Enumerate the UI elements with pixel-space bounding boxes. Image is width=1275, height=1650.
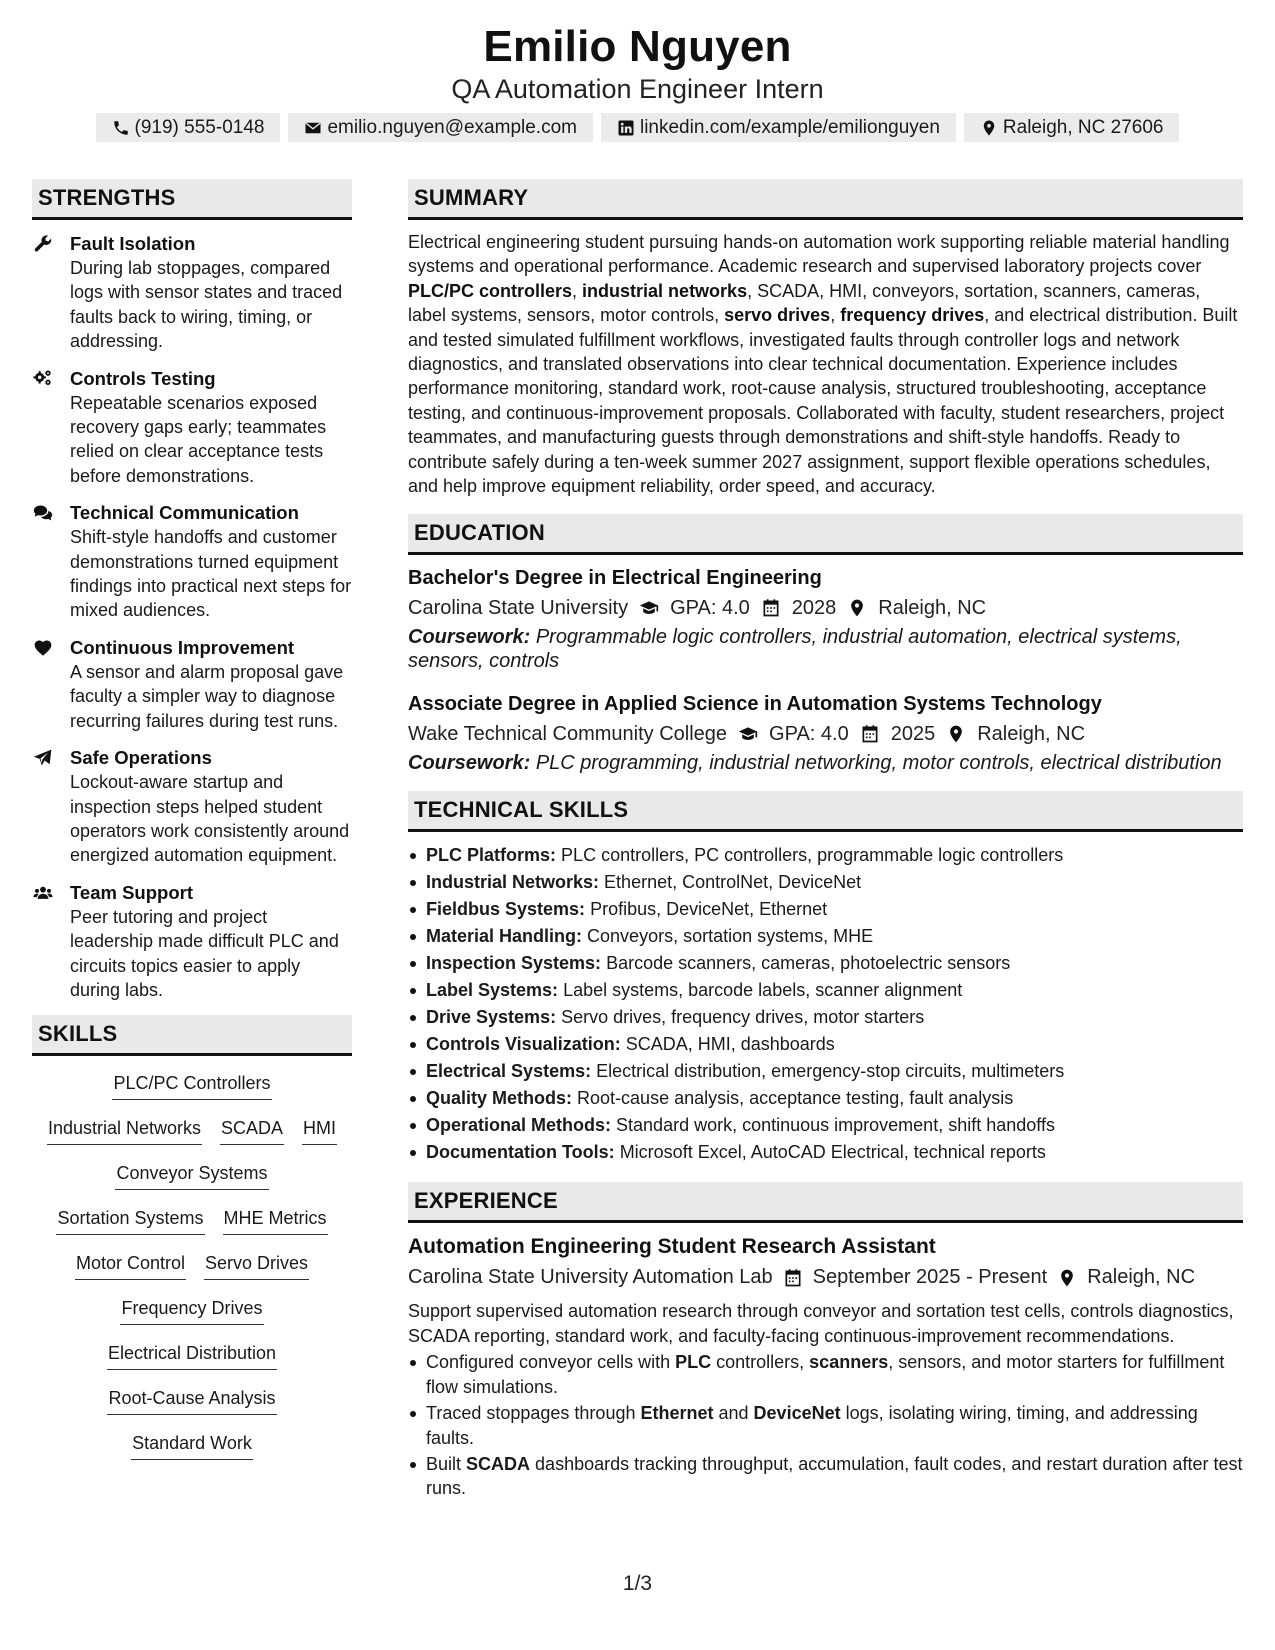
strength-title: Controls Testing [70, 367, 216, 389]
degree-gpa: GPA: 4.0 [769, 723, 849, 746]
degree-entry [408, 565, 1243, 673]
strength-desc: During lab stoppages, compared logs with sensor states and traced faults back to wiring, timing, or addressing. [70, 258, 343, 352]
strength-desc: Shift-style handoffs and customer demonstrations turned equipment findings into practical next steps for mixed audiences. [70, 527, 352, 621]
contact-phone[interactable] [96, 113, 281, 142]
list-item: Built SCADA dashboards tracking throughput, accumulation, fault codes, and restart duration after test runs. [408, 1452, 1243, 1501]
job-title: Automation Engineering Student Research Assistant [408, 1235, 936, 1259]
calendar-icon [783, 1268, 803, 1288]
list-item: Traced stoppages through Ethernet and DeviceNet logs, isolating wiring, timing, and addressing faults. [408, 1401, 1243, 1450]
map-pin-icon [945, 724, 967, 744]
list-item: Inspection Systems: Barcode scanners, cameras, photoelectric sensors [408, 950, 1243, 977]
map-pin-icon [980, 119, 998, 137]
strength-desc: Repeatable scenarios exposed recovery gaps early; teammates relied on clear acceptance tests before demonstrations. [70, 392, 327, 486]
job-location: Raleigh, NC [1087, 1266, 1196, 1289]
map-pin-icon [1057, 1268, 1077, 1288]
technical-skills-heading: TECHNICAL SKILLS [408, 791, 1243, 832]
degree-title: Bachelor's Degree in Electrical Engineering [408, 567, 822, 590]
education-heading: EDUCATION [408, 514, 1243, 555]
candidate-title: QA Automation Engineer Intern [451, 74, 824, 104]
strength-title: Fault Isolation [70, 233, 196, 254]
strength-title: Technical Communication [70, 502, 299, 524]
strength-item [32, 636, 352, 733]
list-item: Material Handling: Conveyors, sortation systems, MHE [408, 923, 1243, 950]
strength-item [32, 746, 352, 868]
strength-item [32, 881, 352, 1003]
strength-desc: A sensor and alarm proposal gave faculty a simpler way to diagnose recurring failures during test runs. [70, 661, 344, 731]
skills-heading: SKILLS [32, 1015, 352, 1056]
contact-linkedin[interactable] [601, 113, 956, 142]
list-item: Label Systems: Label systems, barcode labels, scanner alignment [408, 977, 1243, 1004]
graduation-cap-icon [737, 724, 759, 744]
skill-tag: PLC/PC Controllers [112, 1070, 271, 1100]
job-meta [408, 1264, 1243, 1291]
degree-school: Wake Technical Community College [408, 723, 728, 746]
calendar-icon [859, 724, 881, 744]
skill-tag: Motor Control [75, 1250, 186, 1280]
strength-item [32, 367, 352, 489]
strength-title: Team Support [70, 881, 193, 903]
education-section [408, 514, 1243, 775]
skill-tag: HMI [302, 1115, 337, 1145]
skill-tag: SCADA [220, 1115, 284, 1145]
degree-year: 2028 [791, 597, 837, 620]
strength-item [32, 232, 352, 354]
degree-school: Carolina State University [408, 597, 629, 620]
phone-icon [112, 119, 130, 137]
gears-icon [32, 369, 54, 389]
list-item: Industrial Networks: Ethernet, ControlNet, DeviceNet [408, 869, 1243, 896]
degree-meta [408, 721, 1243, 747]
envelope-icon [304, 119, 322, 137]
skill-tag: Industrial Networks [47, 1115, 202, 1145]
left-column [32, 179, 352, 1475]
list-item: Configured conveyor cells with PLC controllers, scanners, sensors, and motor starters for fulfillment flow simulations. [408, 1350, 1243, 1399]
list-item: Documentation Tools: Microsoft Excel, AutoCAD Electrical, technical reports [408, 1139, 1243, 1166]
wrench-icon [32, 234, 54, 254]
strength-title: Safe Operations [70, 747, 212, 769]
page-number: 1/3 [622, 1572, 653, 1595]
degree-title: Associate Degree in Applied Science in Automation Systems Technology [408, 693, 1102, 716]
comments-icon [32, 503, 54, 523]
list-item: Quality Methods: Root-cause analysis, acceptance testing, fault analysis [408, 1085, 1243, 1112]
strength-item [32, 501, 352, 623]
summary-text: Electrical engineering student pursuing hands-on automation work supporting reliable material handling systems and operational performance. Academic research and supervised laboratory projects cover PLC/PC controllers, industrial networks, SCADA, HMI, conveyors, sortation, scanners, cameras, label systems, sensors, motor controls, servo drives, frequency drives, and electrical distribution. Built and tested simulated fulfillment workflows, investigated faults through controller logs and network diagnostics, and translated observations into clear technical documentation. Experience includes performance monitoring, standard work, root-cause analysis, structured troubleshooting, acceptance testing, and continuous-improvement proposals. Collaborated with faculty, student researchers, project teammates, and manufacturing guests through demonstrations and shift-style handoffs. Ready to contribute safely during a ten-week summer 2027 assignment, support flexible operations schedules, and help improve equipment reliability, order speed, and accuracy. [408, 232, 1238, 497]
summary-heading: SUMMARY [408, 179, 1243, 220]
technical-skills-list [408, 842, 1243, 1166]
technical-skills-section [408, 791, 1243, 1166]
candidate-name: Emilio Nguyen [483, 22, 792, 71]
contact-email[interactable] [288, 113, 593, 142]
calendar-icon [760, 598, 782, 618]
degree-coursework: Coursework: PLC programming, industrial networking, motor controls, electrical distribution [408, 752, 1222, 775]
strength-title: Continuous Improvement [70, 636, 295, 658]
linkedin-icon [617, 119, 635, 137]
list-item: Controls Visualization: SCADA, HMI, dashboards [408, 1031, 1243, 1058]
job-dates: September 2025 - Present [812, 1266, 1048, 1289]
experience-heading: EXPERIENCE [408, 1182, 1243, 1223]
contact-linkedin-text: linkedin.com/example/emilionguyen [639, 116, 940, 138]
skills-section [32, 1015, 352, 1475]
map-pin-icon [846, 598, 868, 618]
skill-tag: Frequency Drives [120, 1295, 263, 1325]
degree-meta [408, 595, 1243, 621]
job-description: Support supervised automation research through conveyor and sortation test cells, controls diagnostics, SCADA reporting, standard work, and faculty-facing continuous-improvement recommendations. [408, 1301, 1234, 1346]
skill-tag: Sortation Systems [56, 1205, 204, 1235]
strength-desc: Peer tutoring and project leadership made difficult PLC and circuits topics easier to apply during labs. [70, 906, 339, 1000]
contact-phone-text: (919) 555-0148 [134, 116, 265, 138]
list-item: Drive Systems: Servo drives, frequency drives, motor starters [408, 1004, 1243, 1031]
contact-location [964, 113, 1180, 142]
skills-tags [32, 1070, 352, 1475]
strengths-heading: STRENGTHS [32, 179, 352, 220]
skill-tag: MHE Metrics [223, 1205, 328, 1235]
experience-section [408, 1182, 1243, 1500]
degree-location: Raleigh, NC [977, 723, 1086, 746]
heart-icon [32, 638, 54, 658]
skill-tag: Servo Drives [204, 1250, 309, 1280]
skill-tag: Root-Cause Analysis [107, 1385, 276, 1415]
degree-gpa: GPA: 4.0 [670, 597, 750, 620]
list-item: Electrical Systems: Electrical distribution, emergency-stop circuits, multimeters [408, 1058, 1243, 1085]
skill-tag: Standard Work [131, 1430, 253, 1460]
contact-location-text: Raleigh, NC 27606 [1002, 116, 1164, 138]
strengths-list [32, 232, 352, 1002]
contact-bar [0, 113, 1275, 142]
degree-coursework: Coursework: Programmable logic controllers, industrial automation, electrical systems, sensors, controls [408, 626, 1182, 673]
degree-year: 2025 [890, 723, 936, 746]
paper-plane-icon [32, 748, 54, 768]
skill-tag: Electrical Distribution [107, 1340, 277, 1370]
list-item: Fieldbus Systems: Profibus, DeviceNet, Ethernet [408, 896, 1243, 923]
list-item: Operational Methods: Standard work, continuous improvement, shift handoffs [408, 1112, 1243, 1139]
contact-email-text: emilio.nguyen@example.com [327, 116, 577, 138]
graduation-cap-icon [638, 598, 660, 618]
strength-desc: Lockout-aware startup and inspection steps helped student operators work consistently around energized automation equipment. [70, 772, 350, 866]
users-icon [32, 883, 54, 903]
degree-location: Raleigh, NC [878, 597, 987, 620]
degree-entry [408, 691, 1243, 775]
job-bullets [408, 1350, 1243, 1500]
job-org: Carolina State University Automation Lab [408, 1266, 773, 1289]
list-item: PLC Platforms: PLC controllers, PC controllers, programmable logic controllers [408, 842, 1243, 869]
skill-tag: Conveyor Systems [115, 1160, 268, 1190]
right-column [408, 179, 1243, 1503]
